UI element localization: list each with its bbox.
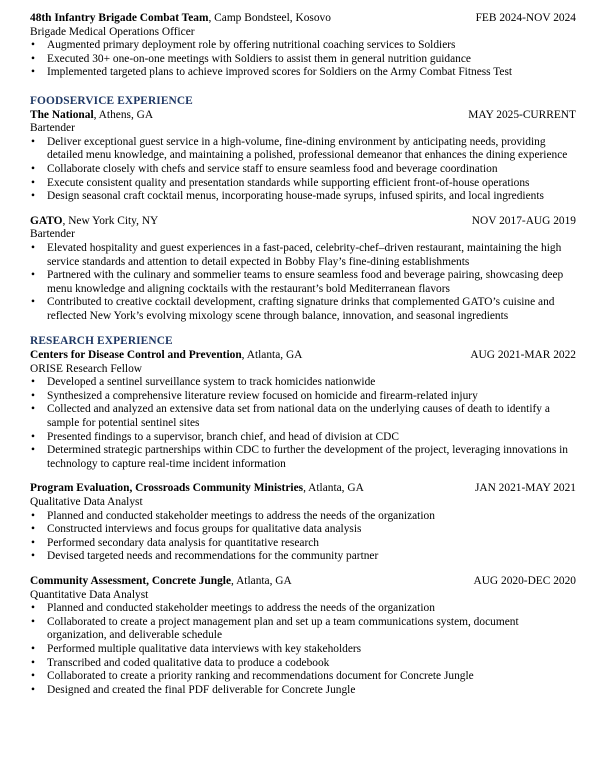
entry-dates: NOV 2017-AUG 2019 [471, 214, 576, 227]
entry-the-national [30, 109, 578, 204]
bullet-item: • Deliver exceptional guest service in a high-volume, fine-dining environment by anticipating needs, providing detailed menu knowledge, and maintaining a polished, professional demeanor that enhances the dining experience [30, 136, 578, 163]
entry-header [30, 482, 578, 496]
entry-48th-infantry [30, 12, 578, 80]
bullet-item: • Performed secondary data analysis for quantitative research [30, 537, 578, 551]
bullet-item: • Transcribed and coded qualitative data to produce a codebook [30, 657, 578, 671]
entry-dates: MAY 2025-CURRENT [468, 108, 576, 121]
entry-location: , Atlanta, GA [303, 482, 364, 495]
entry-header [30, 12, 578, 26]
entry-dates: AUG 2020-DEC 2020 [473, 574, 576, 587]
entry-location: , New York City, NY [62, 214, 159, 227]
bullet-item: • Determined strategic partnerships within CDC to further the development of the project, leveraging innovations in technology to capture real-time incident information [30, 444, 578, 471]
bullet-item: • Elevated hospitality and guest experiences in a fast-paced, celebrity-chef–driven restaurant, maintaining the high service standards and attention to detail expected in Bobby Flay’s fine-dining establishments [30, 242, 578, 269]
bullet-item: • Execute consistent quality and presentation standards while supporting efficient front-of-house operations [30, 177, 578, 191]
bullet-item: • Design seasonal craft cocktail menus, incorporating house-made syrups, infused spirits, and local ingredients [30, 190, 578, 204]
bullet-item: • Devised targeted needs and recommendations for the community partner [30, 550, 578, 564]
entry-org-line [30, 575, 292, 589]
entry-org: Program Evaluation, Crossroads Community Ministries [30, 482, 304, 495]
entry-dates: JAN 2021-MAY 2021 [474, 482, 576, 495]
bullet-item: • Executed 30+ one-on-one meetings with Soldiers to assist them in general nutrition guidance [30, 53, 578, 67]
entry-role: Bartender [30, 122, 75, 135]
bullet-item: • Synthesized a comprehensive literature review focused on homicide and firearm-related injury [30, 390, 578, 404]
entry-location: , Camp Bondsteel, Kosovo [208, 12, 331, 24]
entry-org-line [30, 215, 158, 229]
resume-page [30, 12, 578, 697]
bullet-item: • Planned and conducted stakeholder meetings to address the needs of the organization [30, 510, 578, 524]
entry-concrete-jungle [30, 575, 578, 697]
bullet-item: • Partnered with the culinary and sommelier teams to ensure seamless food and beverage pairing, showcasing deep menu knowledge and aligning cocktails with the restaurant’s bold Mediterranean flavors [30, 269, 578, 296]
entry-cdc [30, 349, 578, 471]
entry-header [30, 575, 578, 589]
bullet-list [30, 242, 578, 324]
entry-role: ORISE Research Fellow [30, 362, 142, 375]
bullet-item: • Collaborate closely with chefs and service staff to ensure seamless food and beverage coordination [30, 163, 578, 177]
bullet-item: • Augmented primary deployment role by offering nutritional coaching services to Soldiers [30, 39, 578, 53]
entry-org-line [30, 109, 153, 123]
entry-role: Brigade Medical Operations Officer [30, 25, 195, 38]
entry-org-line [30, 12, 331, 26]
bullet-item: • Constructed interviews and focus groups for qualitative data analysis [30, 523, 578, 537]
bullet-list [30, 376, 578, 471]
entry-org: Centers for Disease Control and Prevention [30, 349, 242, 362]
bullet-item: • Collected and analyzed an extensive data set from national data on the underlying causes of death to identify a sample for potential sentinel sites [30, 403, 578, 430]
bullet-list [30, 136, 578, 204]
entry-header [30, 349, 578, 363]
section-title-research: RESEARCH EXPERIENCE [30, 335, 173, 348]
section-title-foodservice: FOODSERVICE EXPERIENCE [30, 94, 193, 107]
entry-location: , Atlanta, GA [231, 574, 292, 587]
entry-crossroads [30, 482, 578, 564]
entry-org-line [30, 482, 364, 496]
entry-header [30, 215, 578, 229]
entry-dates: FEB 2024-NOV 2024 [475, 12, 576, 24]
bullet-item: • Planned and conducted stakeholder meetings to address the needs of the organization [30, 602, 578, 616]
bullet-item: • Collaborated to create a priority ranking and recommendations document for Concrete Jungle [30, 670, 578, 684]
entry-header [30, 109, 578, 123]
entry-org-line [30, 349, 302, 363]
bullet-item: • Developed a sentinel surveillance system to track homicides nationwide [30, 376, 578, 390]
bullet-item: • Performed multiple qualitative data interviews with key stakeholders [30, 643, 578, 657]
bullet-item: • Contributed to creative cocktail development, crafting signature drinks that complemented GATO’s cuisine and reflected New York’s evolving mixology scene through balance, innovation, and seasonal ingredients [30, 296, 578, 323]
entry-location: , Atlanta, GA [241, 349, 303, 362]
entry-location: , Athens, GA [93, 108, 154, 121]
entry-dates: AUG 2021-MAR 2022 [470, 349, 576, 362]
entry-org: Community Assessment, Concrete Jungle [30, 574, 232, 587]
bullet-list [30, 602, 578, 697]
entry-role: Bartender [30, 228, 75, 241]
bullet-list [30, 510, 578, 564]
bullet-list [30, 39, 578, 80]
entry-gato [30, 215, 578, 324]
bullet-item: • Implemented targeted plans to achieve improved scores for Soldiers on the Army Combat Fitness Test [30, 66, 578, 80]
entry-role: Qualitative Data Analyst [30, 496, 143, 508]
entry-org: 48th Infantry Brigade Combat Team [30, 12, 209, 24]
bullet-item: • Collaborated to create a project management plan and set up a team communications system, document organization, and deliverable schedule [30, 616, 578, 643]
entry-role: Quantitative Data Analyst [30, 588, 149, 601]
entry-org: GATO [30, 214, 63, 227]
bullet-item: • Designed and created the final PDF deliverable for Concrete Jungle [30, 684, 578, 698]
bullet-item: • Presented findings to a supervisor, branch chief, and head of division at CDC [30, 431, 578, 445]
entry-org: The National [30, 108, 94, 121]
